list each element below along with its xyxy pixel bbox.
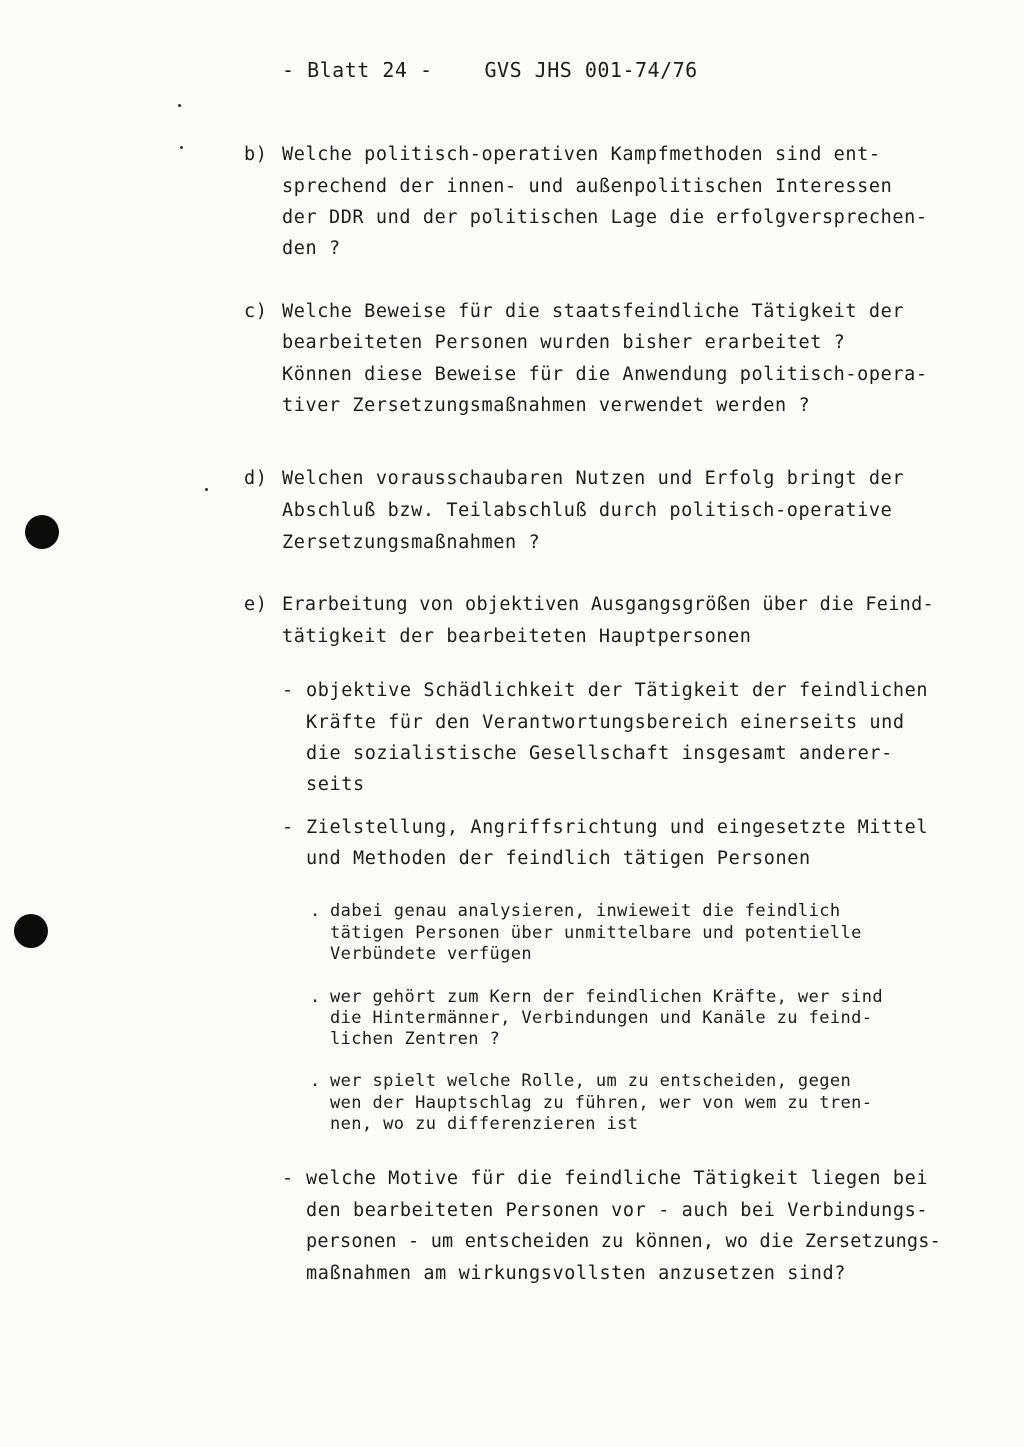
- item-d-line: Zersetzungsmaßnahmen ?: [282, 532, 541, 553]
- bullet-2-marker: .: [310, 987, 321, 1007]
- dust-speck: [205, 488, 208, 491]
- bullet-1-line: tätigen Personen über unmittelbare und potentielle: [330, 923, 862, 943]
- dash-3-line: personen - um entscheiden zu können, wo die Zersetzungs-: [306, 1231, 941, 1252]
- item-c-line: tiver Zersetzungsmaßnahmen verwendet werden ?: [282, 395, 811, 416]
- bullet-1-marker: .: [310, 901, 321, 921]
- dash-2-marker: -: [282, 817, 294, 838]
- dash-1-line: die sozialistische Gesellschaft insgesamt anderer-: [306, 743, 893, 764]
- item-c-marker: c): [244, 301, 268, 322]
- bullet-2-line: lichen Zentren ?: [330, 1029, 501, 1049]
- dash-3-line: welche Motive für die feindliche Tätigkeit liegen bei: [306, 1168, 929, 1189]
- dash-1-line: seits: [306, 774, 365, 795]
- punch-hole-bottom: [14, 914, 48, 948]
- dash-1-line: objektive Schädlichkeit der Tätigkeit der feindlichen: [306, 680, 929, 701]
- sheet-number: - Blatt 24 -: [282, 58, 433, 82]
- item-c-line: Können diese Beweise für die Anwendung politisch-opera-: [282, 364, 928, 385]
- item-d-line: Abschluß bzw. Teilabschluß durch politisch-operative: [282, 500, 893, 521]
- dash-3-marker: -: [282, 1168, 294, 1189]
- bullet-3-line: wen der Hauptschlag zu führen, wer von wem zu tren-: [330, 1093, 873, 1113]
- item-e-line: Erarbeitung von objektiven Ausgangsgrößen über die Feind-: [282, 594, 934, 615]
- bullet-1-line: dabei genau analysieren, inwieweit die feindlich: [330, 901, 841, 921]
- item-e-marker: e): [244, 594, 268, 615]
- dust-speck: [180, 146, 183, 149]
- item-c-line: Welche Beweise für die staatsfeindliche Tätigkeit der: [282, 301, 905, 322]
- dash-2-line: und Methoden der feindlich tätigen Personen: [306, 848, 811, 869]
- item-d-line: Welchen vorausschaubaren Nutzen und Erfolg bringt der: [282, 468, 905, 489]
- bullet-2-line: wer gehört zum Kern der feindlichen Kräfte, wer sind: [330, 987, 884, 1007]
- dash-2-line: Zielstellung, Angriffsrichtung und eingesetzte Mittel: [306, 817, 929, 838]
- item-d-marker: d): [244, 468, 268, 489]
- document-reference: GVS JHS 001-74/76: [484, 58, 698, 82]
- dash-1-marker: -: [282, 680, 294, 701]
- dust-speck: [178, 104, 181, 107]
- item-b-line: der DDR und der politischen Lage die erfolgversprechen-: [282, 207, 928, 228]
- dash-3-line: den bearbeiteten Personen vor - auch bei Verbindungs-: [306, 1200, 929, 1221]
- punch-hole-top: [25, 515, 59, 549]
- bullet-3-line: wer spielt welche Rolle, um zu entscheiden, gegen: [330, 1071, 852, 1091]
- item-b-marker: b): [244, 144, 268, 165]
- bullet-3-line: nen, wo zu differenzieren ist: [330, 1114, 639, 1134]
- bullet-1-line: Verbündete verfügen: [330, 944, 533, 964]
- item-b-line: den ?: [282, 238, 341, 259]
- dash-1-line: Kräfte für den Verantwortungsbereich einerseits und: [306, 712, 905, 733]
- item-c-line: bearbeiteten Personen wurden bisher erarbeitet ?: [282, 332, 846, 353]
- item-e-line: tätigkeit der bearbeiteten Hauptpersonen: [282, 626, 752, 647]
- item-b-line: sprechend der innen- und außenpolitischen Interessen: [282, 176, 893, 197]
- page-header: [282, 58, 750, 82]
- dash-3-line: maßnahmen am wirkungsvollsten anzusetzen sind?: [306, 1263, 846, 1284]
- item-b-line: Welche politisch-operativen Kampfmethoden sind ent-: [282, 144, 881, 165]
- bullet-2-line: die Hintermänner, Verbindungen und Kanäle zu feind-: [330, 1008, 873, 1028]
- bullet-3-marker: .: [310, 1071, 321, 1091]
